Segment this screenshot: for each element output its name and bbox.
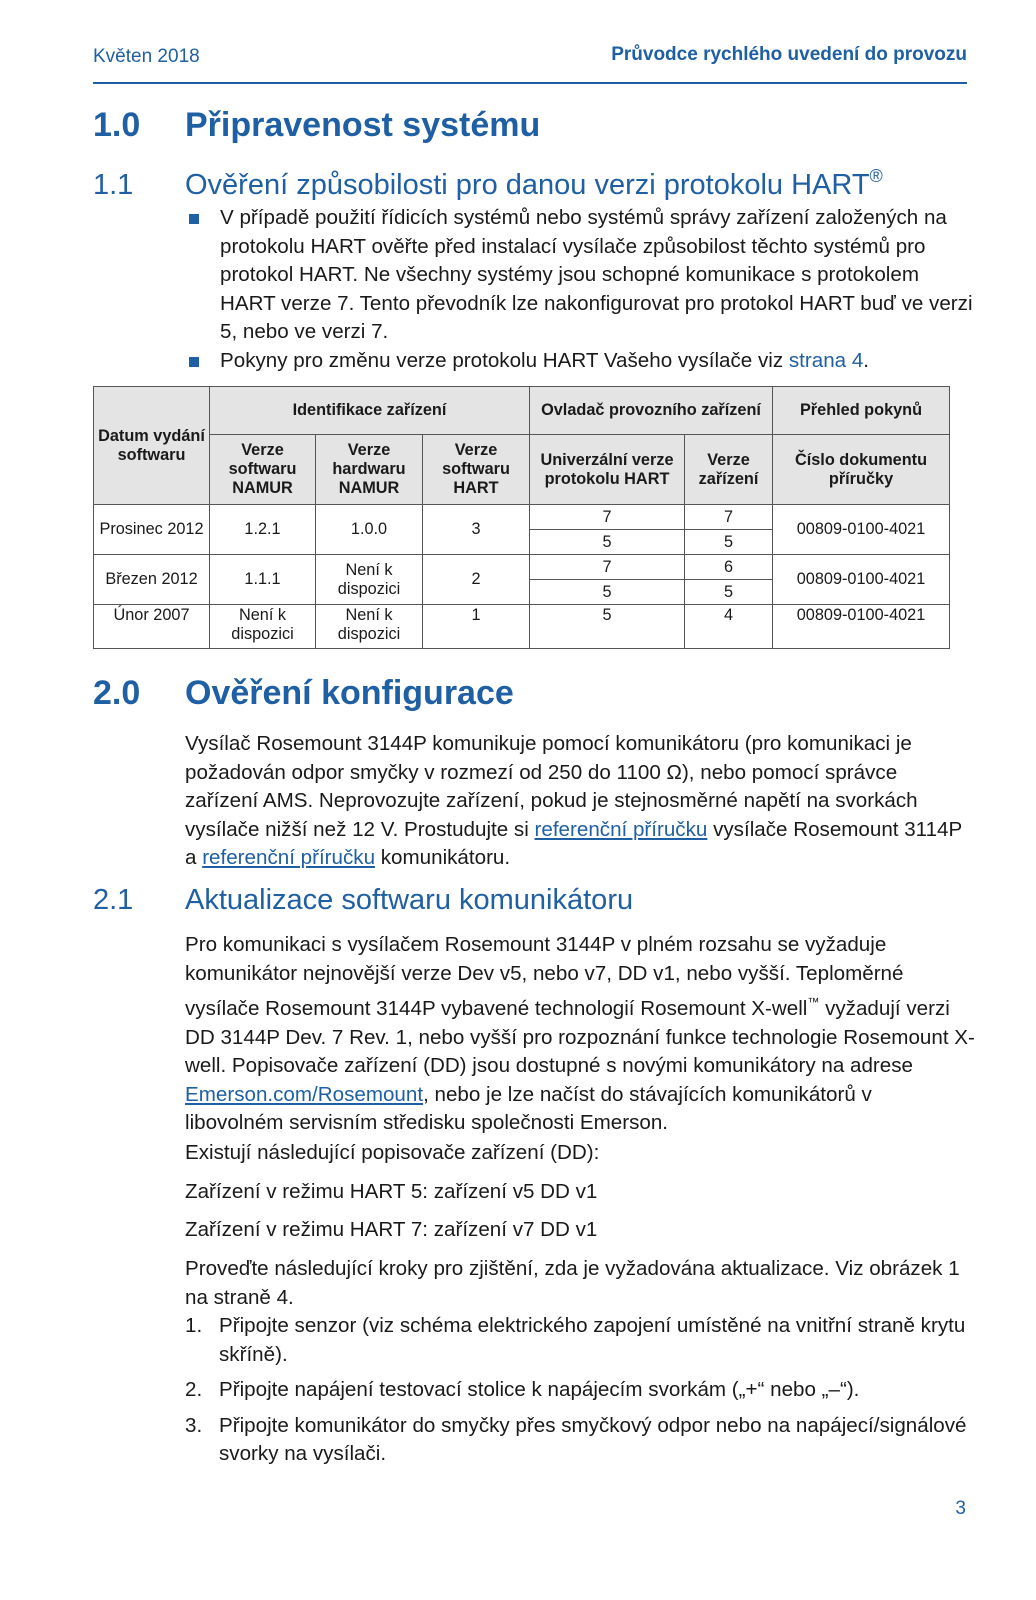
bullet-item [185, 204, 975, 347]
section-title: Aktualizace softwaru komunikátoru [185, 884, 634, 916]
version-table [93, 386, 950, 649]
cell-dev: 5 [685, 530, 773, 555]
bullet-list [185, 204, 975, 375]
table-row [94, 505, 950, 530]
cell-date: Únor 2007 [94, 605, 210, 649]
dd-hart7: Zařízení v režimu HART 7: zařízení v7 DD v1 [185, 1218, 598, 1241]
col-header-sw-namur: Verze softwaru NAMUR [210, 435, 316, 505]
page-number: 3 [955, 1498, 966, 1519]
col-header-driver: Ovladač provozního zařízení [530, 387, 773, 435]
table-row [94, 605, 950, 649]
table-row [94, 555, 950, 580]
steps-intro: Proveďte následující kroky pro zjištění, zda je vyžadována aktualizace. Viz obrázek 1 na straně 4. [185, 1257, 960, 1309]
cell-hw: Není k dispozici [316, 605, 423, 649]
page-header [93, 42, 967, 84]
col-header-univ: Univerzální verze protokolu HART [530, 435, 685, 505]
col-header-docnum: Číslo dokumentu příručky [773, 435, 950, 505]
col-header-dev-ver: Verze zařízení [685, 435, 773, 505]
section-number: 1.0 [93, 106, 141, 144]
section-1-1-heading [93, 166, 883, 202]
trademark-mark: ™ [807, 995, 820, 1009]
cell-univ: 7 [530, 505, 685, 530]
section-title: Připravenost systému [185, 106, 541, 144]
bullet-item [185, 347, 975, 376]
dd-hart5: Zařízení v režimu HART 5: zařízení v5 DD v1 [185, 1180, 598, 1203]
cell-date: Březen 2012 [94, 555, 210, 605]
list-item: 3. Připojte komunikátor do smyčky přes smyčkový odpor nebo na napájecí/signálové svorky na vysílači. [185, 1413, 967, 1465]
cell-univ: 7 [530, 555, 685, 580]
col-header-overview: Přehled pokynů [773, 387, 950, 435]
cell-hw: Není k dispozici [316, 555, 423, 605]
list-item: 2. Připojte napájení testovací stolice k napájecím svorkám („+“ nebo „–“). [185, 1378, 860, 1401]
section-2-1-heading [93, 884, 633, 917]
list-item: 1. Připojte senzor (viz schéma elektrického zapojení umístěné na vnitřní straně krytu skříně). [185, 1314, 966, 1366]
section-title: Ověření konfigurace [185, 674, 514, 712]
registered-mark: ® [869, 166, 883, 186]
page-link[interactable]: strana 4 [788, 348, 864, 372]
square-bullet-icon [189, 214, 199, 224]
emerson-link[interactable]: Emerson.com/Rosemount [185, 1082, 424, 1106]
cell-sw: 1.1.1 [210, 555, 316, 605]
cell-hart: 1 [423, 605, 530, 649]
config-paragraph: Vysílač Rosemount 3144P komunikuje pomocí komunikátoru (pro komunikaci je požadován odpor smyčky v rozmezí od 250 do 1100 Ω), nebo pomocí správce zařízení AMS. Neprovozujte zařízení, pokud je stejnosměrné napětí na svorkách vysílače nižší než 12 V. Prostudujte si referenční příručku vysílače Rosemount 3114P a referenční příručku komunikátoru. [185, 732, 962, 869]
cell-doc: 00809-0100-4021 [773, 605, 950, 649]
section-number: 2.1 [93, 884, 134, 916]
col-header-ident: Identifikace zařízení [210, 387, 530, 435]
cell-univ: 5 [530, 605, 685, 649]
steps-list [185, 1312, 975, 1476]
bullet-text: Pokyny pro změnu verze protokolu HART Vašeho vysílače viz [220, 348, 789, 372]
cell-sw: Není k dispozici [210, 605, 316, 649]
cell-doc: 00809-0100-4021 [773, 555, 950, 605]
cell-sw: 1.2.1 [210, 505, 316, 555]
cell-hart: 2 [423, 555, 530, 605]
cell-date: Prosinec 2012 [94, 505, 210, 555]
cell-univ: 5 [530, 530, 685, 555]
dd-intro: Existují následující popisovače zařízení (DD): [185, 1141, 600, 1164]
col-header-date: Datum vydání softwaru [94, 387, 210, 505]
bullet-text: . [863, 348, 870, 372]
update-paragraph: Pro komunikaci s vysílačem Rosemount 3144P v plném rozsahu se vyžaduje komunikátor nejnovější verze Dev v5, nebo v7, DD v1, nebo vyšší. Teploměrné vysílače Rosemount 3144P vybavené technologií Rosemount X-well™ vyžadují verzi DD 3144P Dev. 7 Rev. 1, nebo vyšší pro rozpoznání funkce technologie Rosemount X-well. Popisovače zařízení (DD) jsou dostupné s novými komunikátory na adrese Emerson.com/Rosemount, nebo je lze načíst do stávajících komunikátorů v libovolném servisním středisku společnosti Emerson. [185, 933, 975, 1134]
cell-dev: 4 [685, 605, 773, 649]
cell-dev: 7 [685, 505, 773, 530]
cell-univ: 5 [530, 580, 685, 605]
header-date: Květen 2018 [93, 46, 200, 67]
section-number: 2.0 [93, 674, 141, 712]
section-2-heading [93, 674, 514, 713]
cell-dev: 5 [685, 580, 773, 605]
header-guide-title: Průvodce rychlého uvedení do provozu [611, 44, 967, 65]
square-bullet-icon [189, 357, 199, 367]
cell-doc: 00809-0100-4021 [773, 505, 950, 555]
col-header-hw-namur: Verze hardwaru NAMUR [316, 435, 423, 505]
cell-hw: 1.0.0 [316, 505, 423, 555]
section-number: 1.1 [93, 169, 134, 201]
cell-dev: 6 [685, 555, 773, 580]
section-title: Ověření způsobilosti pro danou verzi protokolu HART [185, 169, 870, 201]
reference-manual-link[interactable]: referenční příručku [534, 817, 708, 841]
communicator-manual-link[interactable]: referenční příručku [202, 846, 376, 869]
cell-hart: 3 [423, 505, 530, 555]
col-header-sw-hart: Verze softwaru HART [423, 435, 530, 505]
bullet-text: V případě použití řídicích systémů nebo systémů správy zařízení založených na protokolu HART ověřte před instalací vysílače způsobilost těchto systémů pro protokol HART. Ne všechny systémy jsou schopné komunikace s protokolem HART verze 7. Tento převodník lze nakonfigurovat pro protokol HART buď ve verzi 5, nebo ve verzi 7. [220, 206, 973, 343]
section-1-heading [93, 106, 540, 145]
